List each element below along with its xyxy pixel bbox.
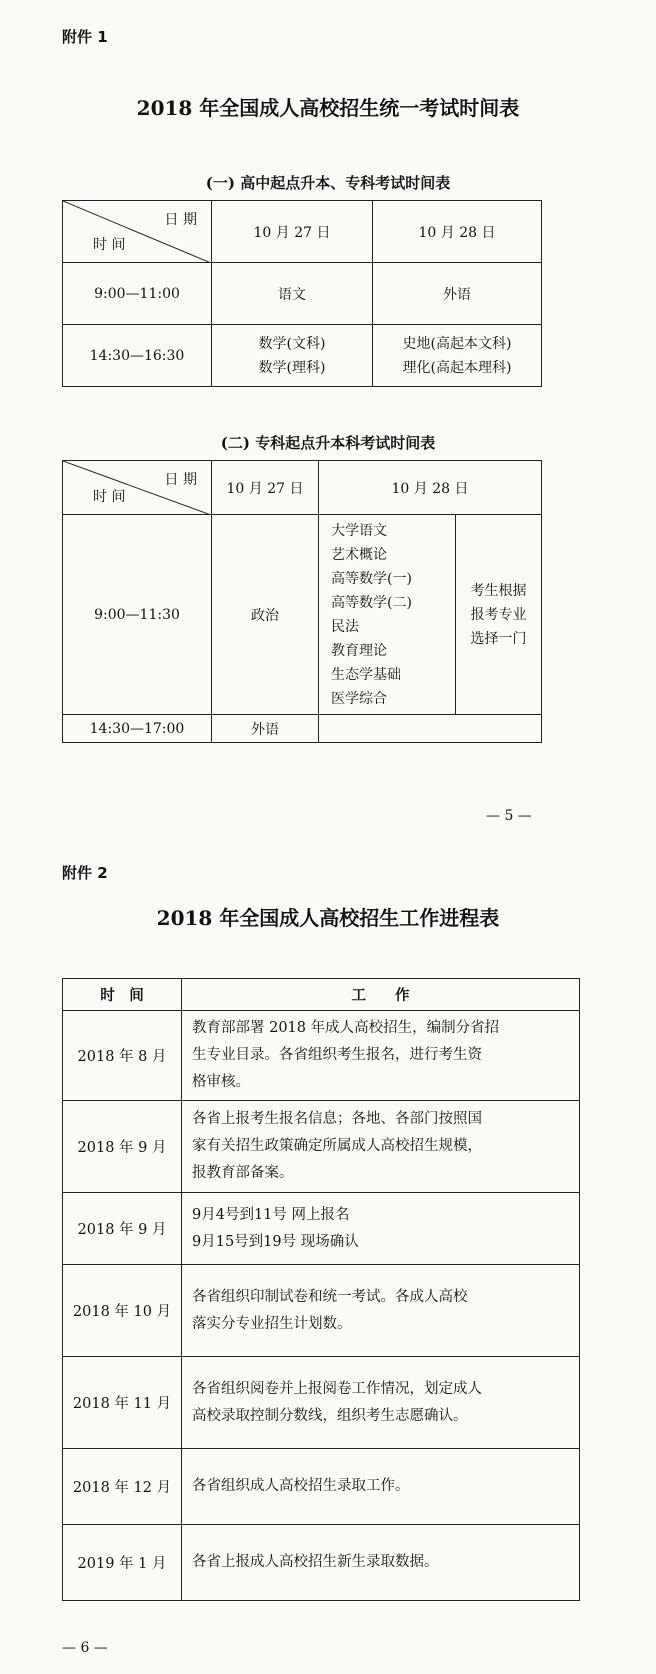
work-line: 生专业目录。各省组织考生报名，进行考生资	[192, 1047, 482, 1063]
work-line: 各省上报考生报名信息；各地、各部门按照国	[192, 1111, 482, 1127]
work-line: 报教育部备案。	[192, 1165, 294, 1181]
time-cell: 2018 年 12 月	[63, 1449, 182, 1525]
note-line: 报考专业	[470, 606, 527, 623]
work-progress-table	[62, 978, 580, 1601]
work-line: 落实分专业招生计划数。	[192, 1315, 352, 1332]
attachment-2-label: 附件 2	[62, 864, 108, 882]
table2-col-oct27: 10 月 27 日	[212, 461, 319, 515]
table2-caption: (二) 专科起点升本科考试时间表	[220, 434, 436, 452]
list-item: 医学综合	[331, 690, 387, 707]
subject-cell: 政治	[212, 515, 319, 715]
table-row	[63, 1101, 580, 1193]
exam-schedule-table-1	[62, 200, 542, 387]
work-cell	[182, 1193, 580, 1265]
table-row	[63, 1525, 580, 1601]
table-row	[63, 263, 542, 325]
time-cell: 2019 年 1 月	[63, 1525, 182, 1601]
subject-text: 数学(理科)	[258, 359, 326, 376]
table-row	[63, 1193, 580, 1265]
time-cell: 2018 年 9 月	[63, 1193, 182, 1265]
subject-list	[319, 515, 456, 715]
time-cell: 2018 年 9 月	[63, 1101, 182, 1193]
header-time: 时 间	[93, 237, 126, 253]
list-item: 民法	[331, 618, 359, 635]
work-line: 高校录取控制分数线，组织考生志愿确认。	[192, 1407, 468, 1424]
time-cell: 2018 年 11 月	[63, 1357, 182, 1449]
subject-cell: 外语	[212, 715, 319, 743]
attachment-1-label: 附件 1	[62, 28, 108, 46]
table-row	[63, 325, 542, 387]
note-line: 选择一门	[470, 630, 527, 647]
header-date: 日 期	[164, 472, 197, 488]
time-cell: 9:00—11:00	[63, 263, 212, 325]
work-line: 各省组织印制试卷和统一考试。各成人高校	[192, 1288, 468, 1305]
table-row	[63, 1357, 580, 1449]
time-cell: 9:00—11:30	[63, 515, 212, 715]
list-item: 生态学基础	[331, 666, 401, 683]
empty-cell	[319, 715, 542, 743]
table-row	[63, 1011, 580, 1101]
subject-cell	[373, 325, 542, 387]
work-cell	[182, 1449, 580, 1525]
work-cell	[182, 1011, 580, 1101]
table1-caption: (一) 高中起点升本、专科考试时间表	[205, 174, 451, 192]
page2-title: 2018 年全国成人高校招生工作进程表	[156, 906, 500, 930]
list-item: 大学语文	[331, 522, 387, 539]
list-item: 高等数学(一)	[331, 570, 412, 587]
work-line: 格审核。	[192, 1074, 250, 1090]
time-cell: 2018 年 8 月	[63, 1011, 182, 1101]
subject-text: 数学(文科)	[258, 335, 326, 352]
note-cell	[456, 515, 542, 715]
work-line: 教育部部署 2018 年成人高校招生，编制分省招	[192, 1020, 500, 1036]
table2-header-corner	[63, 461, 212, 515]
table-row	[63, 515, 542, 715]
table1-col-oct28: 10 月 28 日	[373, 201, 542, 263]
work-line: 9月4号到11号 网上报名	[192, 1206, 350, 1223]
page1-title: 2018 年全国成人高校招生统一考试时间表	[136, 96, 520, 120]
list-item: 高等数学(二)	[331, 594, 412, 611]
header-time-col: 时 间	[63, 979, 182, 1011]
work-cell	[182, 1101, 580, 1193]
table-row	[63, 715, 542, 743]
subject-text: 理化(高起本理科)	[402, 359, 512, 376]
work-line: 各省组织阅卷并上报阅卷工作情况，划定成人	[192, 1380, 482, 1397]
subject-cell	[212, 325, 373, 387]
subject-text: 史地(高起本文科)	[402, 335, 512, 352]
work-cell	[182, 1265, 580, 1357]
subject-cell: 语文	[212, 263, 373, 325]
header-date: 日 期	[164, 212, 197, 228]
time-cell: 14:30—17:00	[63, 715, 212, 743]
work-line: 各省组织成人高校招生录取工作。	[192, 1478, 410, 1494]
time-cell: 14:30—16:30	[63, 325, 212, 387]
work-line: 9月15号到19号 现场确认	[192, 1233, 359, 1250]
header-work-col: 工 作	[182, 979, 580, 1011]
header-time: 时 间	[93, 489, 126, 505]
work-line: 各省上报成人高校招生新生录取数据。	[192, 1554, 439, 1570]
subject-cell: 外语	[373, 263, 542, 325]
page-number-5: — 5 —	[486, 808, 532, 824]
work-cell	[182, 1357, 580, 1449]
list-item: 艺术概论	[331, 546, 387, 563]
page-number-6: — 6 —	[62, 1640, 108, 1656]
note-line: 考生根据	[470, 582, 527, 599]
table1-col-oct27: 10 月 27 日	[212, 201, 373, 263]
work-line: 家有关招生政策确定所属成人高校招生规模，	[192, 1138, 482, 1154]
time-cell: 2018 年 10 月	[63, 1265, 182, 1357]
table2-col-oct28: 10 月 28 日	[319, 461, 542, 515]
table-row	[63, 1265, 580, 1357]
table1-header-corner	[63, 201, 212, 263]
exam-schedule-table-2	[62, 460, 542, 743]
work-cell	[182, 1525, 580, 1601]
list-item: 教育理论	[331, 642, 387, 659]
table-row	[63, 1449, 580, 1525]
